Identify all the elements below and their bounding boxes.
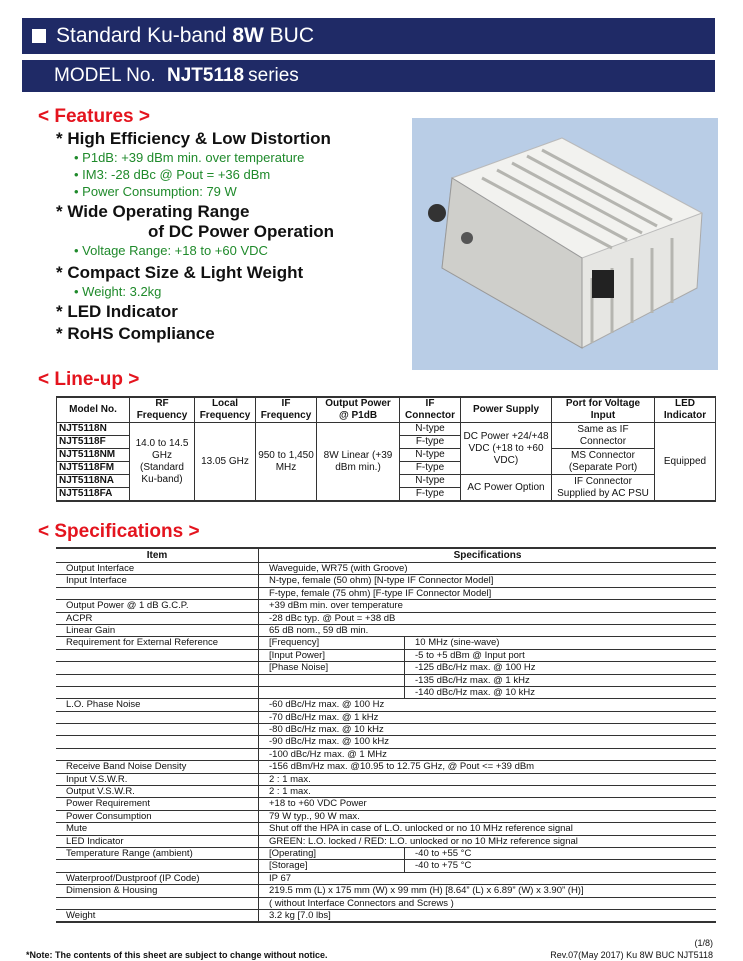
feature-2: * Wide Operating Range <box>56 202 250 221</box>
title-prefix: Standard Ku-band <box>56 24 227 47</box>
spec-value: 219.5 mm (L) x 175 mm (W) x 99 mm (H) [8.64” (L) x 6.89” (W) x 3.90” (H)] <box>259 885 717 897</box>
connector-cell: F-type <box>400 436 461 449</box>
spec-item <box>56 686 259 698</box>
spec-row <box>56 711 716 723</box>
model-cell: NJT5118N <box>57 423 130 436</box>
spec-row <box>56 773 716 785</box>
spec-row <box>56 835 716 847</box>
spec-row <box>56 624 716 636</box>
spec-row <box>56 674 716 686</box>
spec-value: 65 dB nom., 59 dB min. <box>259 624 717 636</box>
spec-row <box>56 563 716 575</box>
feature-2-sub-1: • Voltage Range: +18 to +60 VDC <box>74 243 268 258</box>
spec-value: GREEN: L.O. locked / RED: L.O. unlocked or no 10 MHz reference signal <box>259 835 717 847</box>
model-prefix: MODEL No. <box>54 65 156 86</box>
spec-row <box>56 662 716 674</box>
spec-value: 79 W typ., 90 W max. <box>259 810 717 822</box>
lineup-header-rf: RF Frequency <box>130 397 195 423</box>
feature-4: * LED Indicator <box>56 302 178 321</box>
spec-value: +39 dBm min. over temperature <box>259 600 717 612</box>
spec-item: Output V.S.W.R. <box>56 786 259 798</box>
spec-label: [Frequency] <box>259 637 405 649</box>
led-cell: Equipped <box>655 423 716 502</box>
local-cell: 13.05 GHz <box>195 423 256 502</box>
feature-2-line-2: of DC Power Operation <box>148 222 335 241</box>
feature-3: * Compact Size & Light Weight <box>56 263 304 282</box>
revision: Rev.07(May 2017) Ku 8W BUC NJT5118 <box>550 950 713 960</box>
lineup-header-if: IF Frequency <box>256 397 317 423</box>
spec-item: Input Interface <box>56 575 259 587</box>
title-bold: 8W <box>232 24 264 47</box>
spec-row <box>56 798 716 810</box>
spec-item: L.O. Phase Noise <box>56 699 259 711</box>
power-cell: 8W Linear (+39 dBm min.) <box>317 423 400 502</box>
square-bullet-icon <box>32 29 46 43</box>
spec-item <box>56 711 259 723</box>
if-cell: 950 to 1,450 MHz <box>256 423 317 502</box>
spec-row <box>56 600 716 612</box>
title-suffix: BUC <box>269 24 314 47</box>
spec-item <box>56 587 259 599</box>
feature-1-sub-3: • Power Consumption: 79 W <box>74 184 237 199</box>
model-cell: NJT5118FA <box>57 488 130 502</box>
spec-label: [Operating] <box>259 847 405 859</box>
spec-value: 2 : 1 max. <box>259 773 717 785</box>
model-bold: NJT5118 <box>167 65 245 86</box>
connector-cell: F-type <box>400 488 461 502</box>
model-cell: NJT5118NA <box>57 475 130 488</box>
spec-value: IP 67 <box>259 872 717 884</box>
spec-item: Temperature Range (ambient) <box>56 847 259 859</box>
spec-row <box>56 897 716 909</box>
spec-item <box>56 724 259 736</box>
spec-value: -40 to +75 °C <box>405 860 717 872</box>
spec-row <box>56 686 716 698</box>
features-heading: < Features > <box>38 106 150 127</box>
spec-item: Receive Band Noise Density <box>56 761 259 773</box>
spec-item: LED Indicator <box>56 835 259 847</box>
spec-header-spec: Specifications <box>259 548 717 563</box>
spec-row <box>56 761 716 773</box>
model-cell: NJT5118FM <box>57 462 130 475</box>
spec-label: [Phase Noise] <box>259 662 405 674</box>
spec-row <box>56 575 716 587</box>
model-suffix: series <box>248 65 299 86</box>
spec-value: -125 dBc/Hz max. @ 100 Hz <box>405 662 717 674</box>
spec-value: +18 to +60 VDC Power <box>259 798 717 810</box>
title-banner <box>22 18 715 54</box>
spec-row <box>56 810 716 822</box>
spec-item <box>56 649 259 661</box>
spec-row <box>56 612 716 624</box>
spec-item <box>56 674 259 686</box>
spec-item: ACPR <box>56 612 259 624</box>
spec-row <box>56 699 716 711</box>
spec-row <box>56 872 716 884</box>
port-cell-1: Same as IF Connector <box>552 423 655 449</box>
spec-value: F-type, female (75 ohm) [F-type IF Connector Model] <box>259 587 717 599</box>
spec-value: -28 dBc typ. @ Pout = +38 dB <box>259 612 717 624</box>
features-list <box>56 129 334 344</box>
spec-item: Power Requirement <box>56 798 259 810</box>
spec-value: -100 dBc/Hz max. @ 1 MHz <box>259 748 717 760</box>
lineup-table <box>56 396 716 502</box>
spec-item: Weight <box>56 909 259 922</box>
spec-value: -135 dBc/Hz max. @ 1 kHz <box>405 674 717 686</box>
lineup-heading: < Line-up > <box>38 369 140 390</box>
lineup-header-model: Model No. <box>57 397 130 423</box>
footer-note: *Note: The contents of this sheet are subject to change without notice. <box>26 950 328 960</box>
feature-3-sub-1: • Weight: 3.2kg <box>74 284 162 299</box>
spec-value: -90 dBc/Hz max. @ 100 kHz <box>259 736 717 748</box>
spec-item: Dimension & Housing <box>56 885 259 897</box>
spec-item: Power Consumption <box>56 810 259 822</box>
spec-label <box>259 674 405 686</box>
spec-row <box>56 847 716 859</box>
spec-value: -5 to +5 dBm @ Input port <box>405 649 717 661</box>
spec-item: Waterproof/Dustproof (IP Code) <box>56 872 259 884</box>
spec-row <box>56 736 716 748</box>
spec-row <box>56 649 716 661</box>
feature-1-sub-2: • IM3: -28 dBc @ Pout = +36 dBm <box>74 167 271 182</box>
lineup-header-supply: Power Supply <box>461 397 552 423</box>
spec-item <box>56 736 259 748</box>
connector-cell: N-type <box>400 449 461 462</box>
spec-item: Input V.S.W.R. <box>56 773 259 785</box>
lineup-header-connector: IF Connector <box>400 397 461 423</box>
spec-value: -140 dBc/Hz max. @ 10 kHz <box>405 686 717 698</box>
spec-header-item: Item <box>56 548 259 563</box>
spec-label: [Input Power] <box>259 649 405 661</box>
spec-row <box>56 786 716 798</box>
spec-value: 2 : 1 max. <box>259 786 717 798</box>
feature-1-sub-1: • P1dB: +39 dBm min. over temperature <box>74 150 305 165</box>
connector-cell: N-type <box>400 475 461 488</box>
lineup-header-local: Local Frequency <box>195 397 256 423</box>
feature-5: * RoHS Compliance <box>56 324 215 343</box>
feature-1: * High Efficiency & Low Distortion <box>56 129 331 148</box>
spec-item <box>56 662 259 674</box>
connector-cell: F-type <box>400 462 461 475</box>
spec-row <box>56 909 716 922</box>
connector-cell: N-type <box>400 423 461 436</box>
spec-value: -60 dBc/Hz max. @ 100 Hz <box>259 699 717 711</box>
spec-value: Waveguide, WR75 (with Groove) <box>259 563 717 575</box>
spec-value: N-type, female (50 ohm) [N-type IF Connector Model] <box>259 575 717 587</box>
port-cell-2: MS Connector (Separate Port) <box>552 449 655 475</box>
spec-table <box>56 547 716 923</box>
model-cell: NJT5118NM <box>57 449 130 462</box>
supply-dc-cell: DC Power +24/+48 VDC (+18 to +60 VDC) <box>461 423 552 475</box>
spec-label <box>259 686 405 698</box>
spec-row <box>56 860 716 872</box>
spec-row <box>56 885 716 897</box>
spec-item: Mute <box>56 823 259 835</box>
spec-value: Shut off the HPA in case of L.O. unlocked or no 10 MHz reference signal <box>259 823 717 835</box>
spec-item: Output Interface <box>56 563 259 575</box>
spec-row <box>56 823 716 835</box>
spec-item: Linear Gain <box>56 624 259 636</box>
spec-value: -40 to +55 °C <box>405 847 717 859</box>
spec-value: -80 dBc/Hz max. @ 10 kHz <box>259 724 717 736</box>
spec-item <box>56 748 259 760</box>
lineup-header-output: Output Power @ P1dB <box>317 397 400 423</box>
spec-body <box>56 563 716 923</box>
buc-unit-image <box>412 118 718 370</box>
spec-row <box>56 748 716 760</box>
product-photo <box>412 118 718 370</box>
spec-row <box>56 587 716 599</box>
spec-item <box>56 897 259 909</box>
spec-row <box>56 724 716 736</box>
model-banner <box>22 60 715 92</box>
spec-item <box>56 860 259 872</box>
spec-value: -70 dBc/Hz max. @ 1 kHz <box>259 711 717 723</box>
spec-value: 10 MHz (sine-wave) <box>405 637 717 649</box>
spec-value: ( without Interface Connectors and Screws ) <box>259 897 717 909</box>
lineup-header-port: Port for Voltage Input <box>552 397 655 423</box>
lineup-header-led: LED Indicator <box>655 397 716 423</box>
model-cell: NJT5118F <box>57 436 130 449</box>
spec-label: [Storage] <box>259 860 405 872</box>
spec-value: 3.2 kg [7.0 lbs] <box>259 909 717 922</box>
spec-item: Requirement for External Reference <box>56 637 259 649</box>
specs-heading: < Specifications > <box>38 521 200 542</box>
spec-value: -156 dBm/Hz max. @10.95 to 12.75 GHz, @ Pout <= +39 dBm <box>259 761 717 773</box>
port-cell-3: IF Connector Supplied by AC PSU <box>552 475 655 502</box>
spec-item: Output Power @ 1 dB G.C.P. <box>56 600 259 612</box>
page-number: (1/8) <box>694 938 713 948</box>
rf-cell: 14.0 to 14.5 GHz (Standard Ku-band) <box>130 423 195 502</box>
spec-row <box>56 637 716 649</box>
supply-ac-cell: AC Power Option <box>461 475 552 502</box>
